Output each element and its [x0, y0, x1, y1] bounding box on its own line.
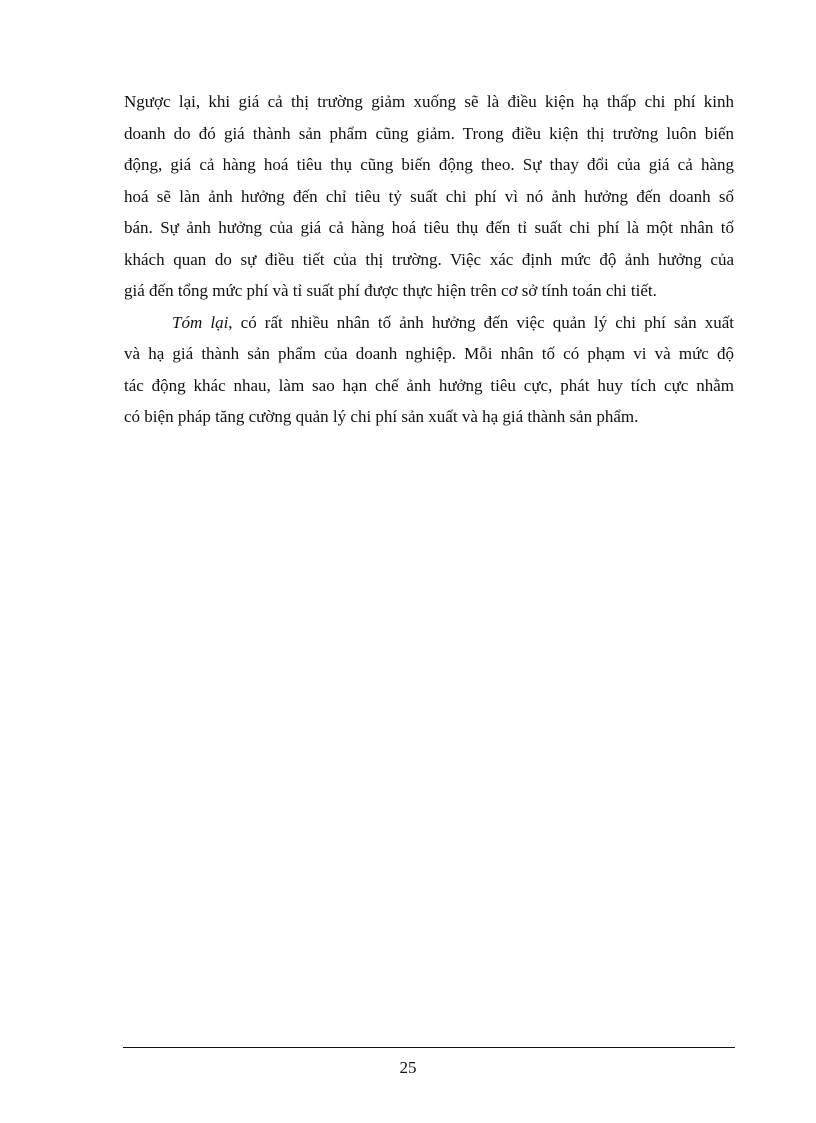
- text-line: doanh do đó giá thành sản phẩm cũng giảm. Trong điều kiện thị trường luôn biến: [124, 123, 734, 143]
- paragraph-price-impact: [124, 86, 734, 307]
- body-text: [124, 86, 734, 433]
- page-number: 25: [399, 1058, 417, 1077]
- text-line: Ngược lại, khi giá cả thị trường giảm xuống sẽ là điều kiện hạ thấp chi phí kinh: [124, 92, 734, 111]
- summary-lead-rest: , có rất nhiều nhân tố ảnh hưởng đến việc quản lý chi phí sản xuất: [228, 312, 734, 332]
- text-line: khách quan do sự điều tiết của thị trường. Việc xác định mức độ ảnh hưởng của: [124, 249, 734, 269]
- text-line: bán. Sự ảnh hưởng của giá cả hàng hoá tiêu thụ đến tỉ suất chi phí là một nhân tố: [124, 218, 734, 237]
- footer-divider: [123, 1047, 735, 1048]
- text-line: hoá sẽ làn ảnh hưởng đến chỉ tiêu tỷ suất chi phí vì nó ảnh hưởng đến doanh số: [124, 186, 734, 206]
- text-line: tác động khác nhau, làm sao hạn chế ảnh hưởng tiêu cực, phát huy tích cực nhằm: [124, 375, 734, 395]
- summary-lead-italic: Tóm lại: [172, 312, 229, 332]
- text-line-lead: [124, 307, 734, 339]
- text-line: giá đến tổng mức phí và tỉ suất phí được thực hiện trên cơ sở tính toán chi tiết.: [124, 281, 657, 300]
- text-line: có biện pháp tăng cường quản lý chi phí sản xuất và hạ giá thành sản phẩm.: [124, 407, 639, 426]
- text-line: và hạ giá thành sản phẩm của doanh nghiệp. Mỗi nhân tố có phạm vi và mức độ: [124, 344, 734, 363]
- text-line: động, giá cả hàng hoá tiêu thụ cũng biến động theo. Sự thay đổi của giá cả hàng: [124, 155, 734, 174]
- paragraph-summary: [124, 307, 734, 433]
